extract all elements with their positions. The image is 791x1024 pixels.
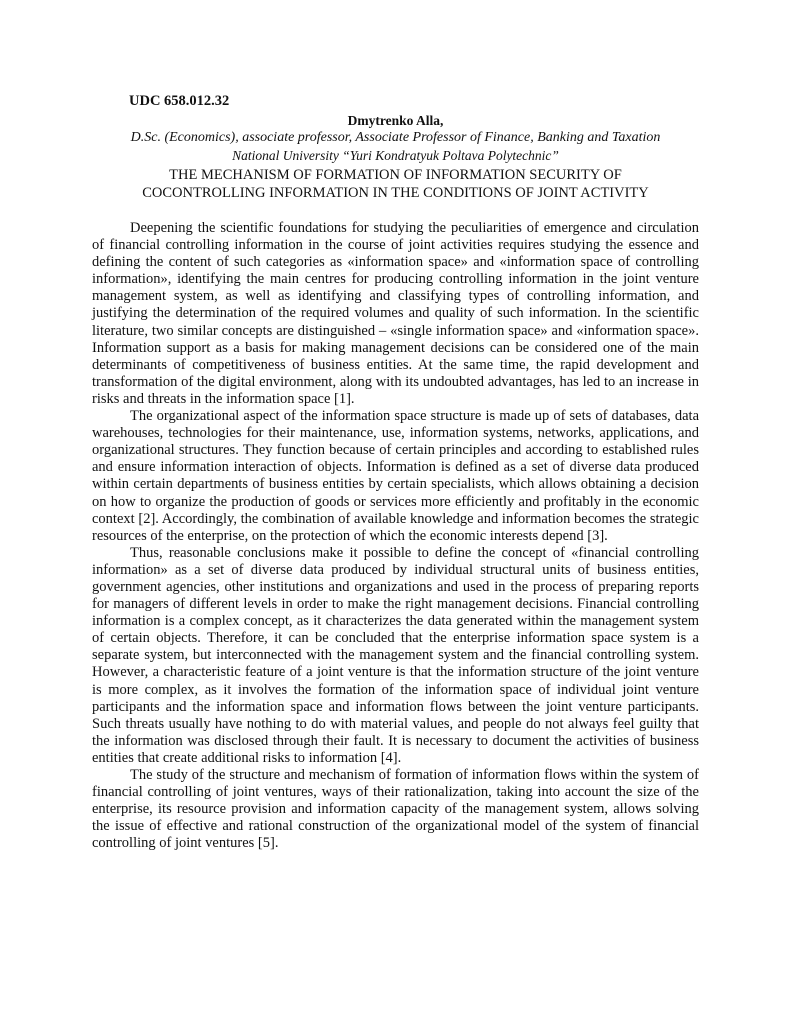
paragraph-4: The study of the structure and mechanism of formation of information flows within the system of financial controlling of joint ventures, ways of their rationalization, taking into account the size of the enterprise, its resource provision and information capacity of the management system, allows solving the issue of effective and rational construction of the organizational model of the system of financial controlling of joint ventures [5].: [92, 767, 699, 852]
paragraph-2: The organizational aspect of the information space structure is made up of sets of databases, data warehouses, technologies for their maintenance, use, information systems, networks, applications, and organizational structures. They function because of certain principles and according to established rules and ensure information interaction of objects. Information is defined as a set of diverse data produced within certain departments of business entities by certain specialists, which allows obtaining a decision on how to organize the production of goods or services more efficiently and profitably in the economic context [2]. Accordingly, the combination of available knowledge and information becomes the strategic resources of the enterprise, on the protection of which the economic interests depend [3].: [92, 408, 699, 544]
paper-title-line-2: COCONTROLLING INFORMATION IN THE CONDITIONS OF JOINT ACTIVITY: [142, 185, 649, 201]
author-degree: D.Sc. (Economics), associate professor, Associate Professor of Finance, Banking and Taxation: [130, 130, 661, 145]
paper-title: [92, 166, 699, 202]
paper-page: [92, 92, 699, 852]
paper-title-line-1: THE MECHANISM OF FORMATION OF INFORMATION SECURITY OF: [169, 167, 622, 183]
author-university: National University “Yuri Kondratyuk Poltava Polytechnic”: [232, 148, 559, 163]
body-text: [92, 220, 699, 852]
udc-code: UDC 658.012.32: [129, 93, 230, 109]
paragraph-1: Deepening the scientific foundations for studying the peculiarities of emergence and circulation of financial controlling information in the course of joint activities requires studying the essence and defining the content of such categories as «information space» and «information space of controlling information», identifying the main centres for producing controlling information in the joint venture management system, as well as identifying and classifying types of controlling information, and justifying the determination of the required volumes and quality of such information. In the scientific literature, two similar concepts are distinguished – «single information space» and «information space». Information support as a basis for making management decisions can be considered one of the main determinants of competitiveness of business entities. At the same time, the rapid development and transformation of the digital environment, along with its undoubted advantages, has led to an increase in risks and threats in the information space [1].: [92, 220, 699, 407]
paragraph-3: Thus, reasonable conclusions make it possible to define the concept of «financial controlling information» as a set of diverse data produced by individual structural units of business entities, government agencies, other institutions and organizations and used in the process of preparing reports for managers of different levels in order to make the right management decisions. Financial controlling information is a complex concept, as it characterizes the data generated within the management system of certain objects. Therefore, it can be concluded that the enterprise information space system is a separate system, but interconnected with the management system and the financial controlling system. However, a characteristic feature of a joint venture is that the information structure of the joint venture is more complex, as it involves the formation of the information space of individual joint venture participants and the information space and information flows between the joint venture participants. Such threats usually have nothing to do with material values, and people do not always feel guilty that the information was disclosed through their fault. It is necessary to document the activities of business entities that create additional risks to information [4].: [92, 544, 699, 766]
author-name: Dmytrenko Alla,: [347, 113, 444, 128]
